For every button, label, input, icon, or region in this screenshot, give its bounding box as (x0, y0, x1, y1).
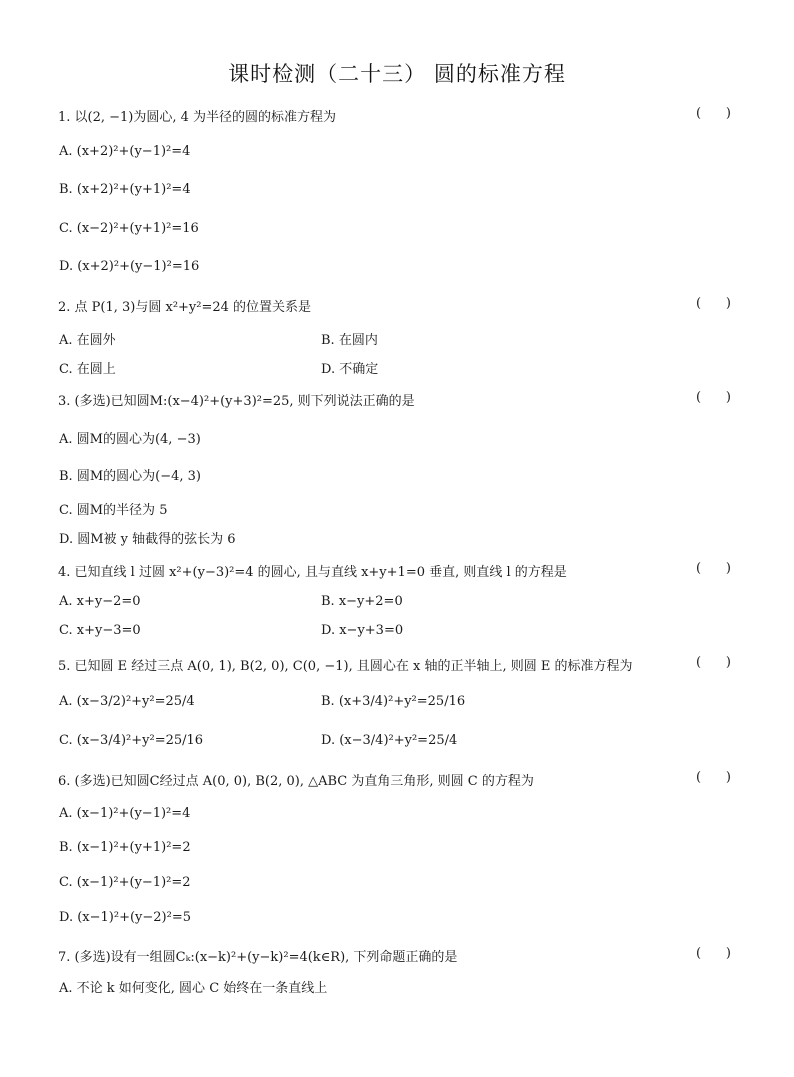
question-3-answer-paren: ( ) (696, 390, 731, 405)
question-7-answer-paren: ( ) (696, 946, 731, 961)
question-2-answer-paren: ( ) (696, 296, 731, 311)
question-2-option-b: B. 在圆内 (321, 333, 378, 348)
question-1-option-d: D. (x+2)²+(y−1)²=16 (59, 259, 200, 274)
question-2-stem: 2. 点 P(1, 3)与圆 x²+y²=24 的位置关系是 (58, 300, 312, 315)
question-3-option-a: A. 圆M的圆心为(4, −3) (59, 432, 201, 447)
question-5-option-a: A. (x−3/2)²+y²=25/4 (59, 694, 195, 709)
question-1-answer-paren: ( ) (696, 106, 731, 121)
question-1-stem: 1. 以(2, −1)为圆心, 4 为半径的圆的标准方程为 (58, 110, 337, 125)
question-2-option-c: C. 在圆上 (59, 362, 116, 377)
question-6-option-a: A. (x−1)²+(y−1)²=4 (59, 806, 191, 821)
question-4-stem: 4. 已知直线 l 过圆 x²+(y−3)²=4 的圆心, 且与直线 x+y+1=0 垂直, 则直线 l 的方程是 (58, 565, 567, 580)
question-5-option-b: B. (x+3/4)²+y²=25/16 (321, 694, 466, 709)
question-6-option-d: D. (x−1)²+(y−2)²=5 (59, 910, 191, 925)
question-7-stem: 7. (多选)设有一组圆Cₖ:(x−k)²+(y−k)²=4(k∈R), 下列命题正确的是 (58, 950, 458, 965)
question-5-option-c: C. (x−3/4)²+y²=25/16 (59, 733, 204, 748)
question-4-option-b: B. x−y+2=0 (321, 594, 403, 609)
question-6-stem: 6. (多选)已知圆C经过点 A(0, 0), B(2, 0), △ABC 为直角三角形, 则圆 C 的方程为 (58, 774, 534, 789)
question-6-answer-paren: ( ) (696, 770, 731, 785)
question-2-option-d: D. 不确定 (321, 362, 379, 377)
question-7-option-a: A. 不论 k 如何变化, 圆心 C 始终在一条直线上 (59, 981, 328, 996)
question-2-option-a: A. 在圆外 (59, 333, 116, 348)
question-3-option-c: C. 圆M的半径为 5 (59, 503, 168, 518)
question-5-answer-paren: ( ) (696, 655, 731, 670)
question-3-option-d: D. 圆M被 y 轴截得的弦长为 6 (59, 532, 236, 547)
question-5-stem: 5. 已知圆 E 经过三点 A(0, 1), B(2, 0), C(0, −1), 且圆心在 x 轴的正半轴上, 则圆 E 的标准方程为 (58, 659, 633, 674)
question-5-option-d: D. (x−3/4)²+y²=25/4 (321, 733, 458, 748)
question-4-option-a: A. x+y−2=0 (59, 594, 141, 609)
question-4-answer-paren: ( ) (696, 561, 731, 576)
question-1-option-c: C. (x−2)²+(y+1)²=16 (59, 221, 199, 236)
question-4-option-c: C. x+y−3=0 (59, 623, 141, 638)
question-3-stem: 3. (多选)已知圆M:(x−4)²+(y+3)²=25, 则下列说法正确的是 (58, 394, 415, 409)
question-6-option-c: C. (x−1)²+(y−1)²=2 (59, 875, 191, 890)
question-6-option-b: B. (x−1)²+(y+1)²=2 (59, 840, 191, 855)
page-title: 课时检测（二十三） 圆的标准方程 (228, 62, 566, 86)
question-4-option-d: D. x−y+3=0 (321, 623, 404, 638)
question-3-option-b: B. 圆M的圆心为(−4, 3) (59, 469, 201, 484)
question-1-option-b: B. (x+2)²+(y+1)²=4 (59, 182, 191, 197)
question-1-option-a: A. (x+2)²+(y−1)²=4 (59, 144, 191, 159)
